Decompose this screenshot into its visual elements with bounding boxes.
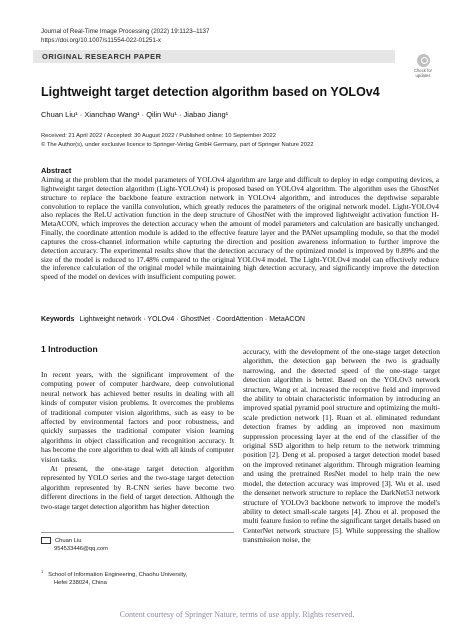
corresponding-author: Chuan Liu xyxy=(55,538,82,545)
affiliation-line1: School of Information Engineering, Chaohu University, xyxy=(48,571,188,578)
left-column xyxy=(41,370,234,511)
journal-info xyxy=(41,27,209,45)
publication-dates xyxy=(41,132,313,149)
check-for-updates-badge[interactable] xyxy=(409,54,437,76)
check-updates-line1: Check for xyxy=(414,68,432,73)
affiliation-number: 1 xyxy=(41,569,44,574)
correspondence-block xyxy=(41,537,108,554)
envelope-icon xyxy=(41,537,51,544)
footnote-divider xyxy=(41,532,234,533)
intro-paragraph-2: At present, the one-stage target detection algorithm represented by YOLO series and the two-stage target detection algorithm represented by R-CNN series have become two different directions in the field of target detection. Although the two-stage target detection algorithm has higher detection xyxy=(41,464,234,511)
check-updates-icon xyxy=(417,54,430,67)
affiliation-block xyxy=(41,568,187,588)
dates-line: Received: 21 April 2022 / Accepted: 30 August 2022 / Published online: 10 September 2022 xyxy=(41,133,276,139)
keywords-text: Lightweight network · YOLOv4 · GhostNet · CoordAttention · MetaACON xyxy=(79,316,305,323)
intro-right-paragraph: accuracy, with the development of the one-stage target detection algorithm, the detection gap between the two is gradually narrowing, and the detected speed of the one-stage target detection algorithm is better. Based on the YOLOv3 network structure, Wang et al. increased the receptive field and improved the ability to obtain characteristic information by introducing an improved spatial pyramid pool structure and optimizing the multi-scale prediction network [1]. Ruan et al. eliminated redundant detection frames by adding an improved non maximum suppression processing layer at the end of the classifier of the original SSD algorithm to help return to the network trimming position [2]. Deng et al. proposed a target detection model based on the improved retinanet algorithm. Through migration learning and using the pretrained ResNet model to help train the new model, the detection accuracy was improved [3]. Wu et al. used the densenet network structure to replace the DarkNet53 network structure of YOLOv3 backbone network to improve the model's ability to detect small-scale targets [4]. Zhou et al. proposed the multi feature fusion to refine the significant target details based on CenterNet network structure [5]. While suppressing the shallow transmission noise, the xyxy=(243,347,440,545)
abstract-heading: Abstract xyxy=(41,166,72,175)
abstract-text: Aiming at the problem that the model parameters of YOLOv4 algorithm are large and difficult to deploy in edge computing devices, a lightweight target detection algorithm (Light-YOLOv4) is proposed based on YOLOv4 algorithm. The algorithm uses the GhostNet structure to replace the backbone feature extraction network in YOLOv4 algorithm, and introduces the depthwise separable convolution to replace the vanilla convolution, which greatly reduces the parameters of the original network model. Light-YOLOv4 also replaces the ReLU activation function in the deep structure of GhostNet with the improved lightweight activation function H-MetaACON, which improves the detection accuracy when the amount of model parameters and calculation are basically unchanged. Finally, the coordinate attention module is added to the effective feature layer and the PANet upsampling module, so that the model captures the cross-channel information while capturing the direction and position awareness information to further improve the detection accuracy. The experimental results show that the detection accuracy of the optimized model is improved by 0.89% and the size of the model is reduced to 17.48% compared to the original YOLOv4 model. The Light-YOLOv4 model can effectively reduce the inference calculation of the original model while maintaining high detection accuracy, and significantly improve the detection speed of the model on devices with insufficient computing power. xyxy=(41,175,439,282)
corresponding-email[interactable]: 954533446@qq.com xyxy=(54,545,108,552)
check-updates-line2: updates xyxy=(415,73,431,78)
intro-paragraph-1: In recent years, with the significant improvement of the computing power of computer hardware, deep convolutional neural network has achieved better results in dealing with all kinds of computer vision problems. It overcomes the problems of traditional computer vision algorithms, such as easy to be affected by environmental factors and poor robustness, and quickly surpasses the traditional computer vision learning algorithms in object classification and recognition accuracy. It has become the core algorithm to deal with all kinds of computer vision tasks. xyxy=(41,370,234,464)
copyright-line: © The Author(s), under exclusive licence to Springer-Verlag GmbH Germany, part of Springer Nature 2022 xyxy=(41,141,314,148)
journal-citation: Journal of Real-Time Image Processing (2022) 19:1123–1137 xyxy=(41,28,210,35)
copyright-footer: Content courtesy of Springer Nature, terms of use apply. Rights reserved. xyxy=(119,610,355,619)
doi-link[interactable]: https://doi.org/10.1007/s11554-022-01251-x xyxy=(41,37,161,44)
section-heading-introduction: 1 Introduction xyxy=(41,344,98,354)
right-column xyxy=(243,347,440,545)
keywords-line xyxy=(41,316,305,323)
affiliation-line2: Hefei 238024, China xyxy=(54,579,107,586)
author-list[interactable]: Chuan Liu¹ · Xianchao Wang¹ · Qilin Wu¹ · Jiabao Jiang¹ xyxy=(41,110,229,119)
keywords-label: Keywords xyxy=(41,316,75,323)
article-type-label: ORIGINAL RESEARCH PAPER xyxy=(42,52,162,61)
article-type-banner xyxy=(33,50,395,63)
paper-title: Lightweight target detection algorithm based on YOLOv4 xyxy=(41,85,380,99)
